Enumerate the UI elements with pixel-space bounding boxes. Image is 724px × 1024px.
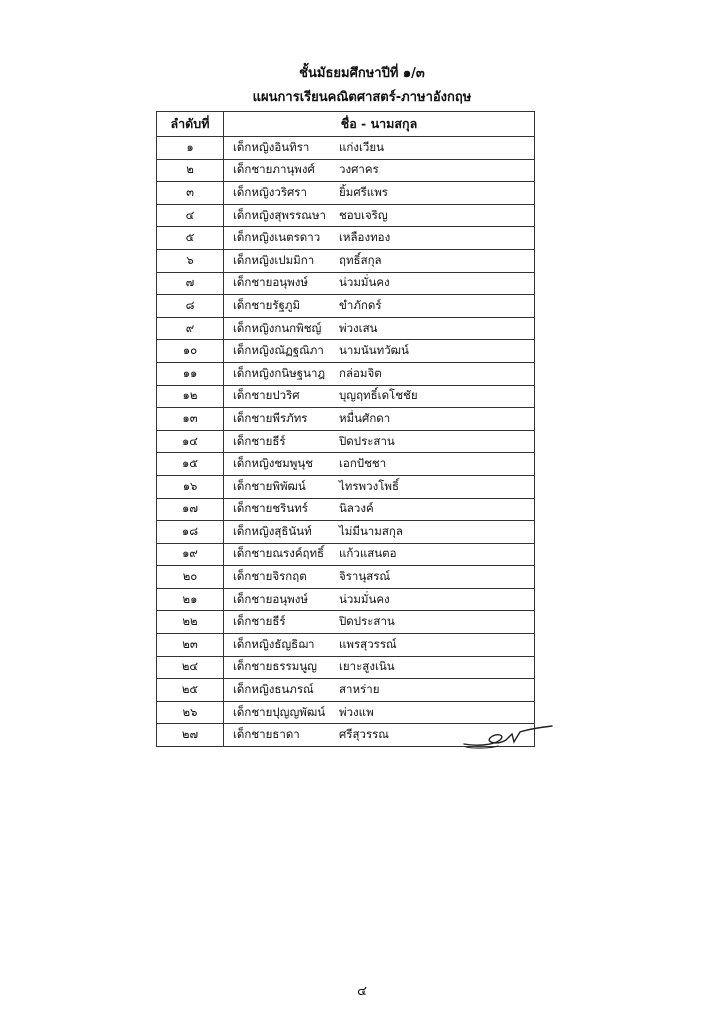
table-row bbox=[157, 272, 535, 295]
first-name: เด็กชายธีร์ bbox=[233, 614, 286, 629]
last-name: แพรสุวรรณ์ bbox=[339, 636, 397, 651]
last-name: ฤทธิ์สกุล bbox=[339, 252, 382, 267]
last-name: วงศาคร bbox=[339, 162, 379, 177]
row-number: ๑๙ bbox=[157, 543, 224, 566]
first-name: เด็กหญิงชมพูนุช bbox=[233, 456, 313, 471]
last-name: ขำภักดร์ bbox=[339, 297, 382, 312]
first-name: เด็กชายปุญญพัฒน์ bbox=[233, 704, 326, 719]
row-number: ๒๗ bbox=[157, 724, 224, 747]
row-name bbox=[224, 272, 535, 295]
row-name bbox=[224, 227, 535, 250]
last-name: แก้วแสนตอ bbox=[339, 546, 397, 561]
row-name bbox=[224, 249, 535, 272]
first-name: เด็กชายธรรมนูญ bbox=[233, 659, 317, 674]
first-name: เด็กหญิงวริศรา bbox=[233, 184, 307, 199]
table-row bbox=[157, 656, 535, 679]
row-number: ๖ bbox=[157, 249, 224, 272]
first-name: เด็กหญิงเปมมิกา bbox=[233, 252, 315, 267]
row-number: ๓ bbox=[157, 182, 224, 205]
first-name: เด็กหญิงธัญธิฌา bbox=[233, 636, 315, 651]
first-name: เด็กชายพิพัฒน์ bbox=[233, 478, 306, 493]
last-name: นิลวงค์ bbox=[339, 501, 374, 516]
last-name: ไม่มีนามสกุล bbox=[339, 523, 403, 538]
last-name: ชอบเจริญ bbox=[339, 207, 388, 222]
document-subtitle: แผนการเรียนคณิตศาสตร์-ภาษาอังกฤษ bbox=[252, 90, 472, 105]
table-row bbox=[157, 679, 535, 702]
first-name: เด็กชายธีร์ bbox=[233, 433, 286, 448]
first-name: เด็กหญิงณัฏฐณิภา bbox=[233, 343, 324, 358]
last-name: พ่วงเสน bbox=[339, 320, 378, 335]
row-number: ๙ bbox=[157, 317, 224, 340]
row-name bbox=[224, 204, 535, 227]
first-name: เด็กชายชรินทร์ bbox=[233, 501, 308, 516]
table-row bbox=[157, 453, 535, 476]
first-name: เด็กชายอนุพงษ์ bbox=[233, 275, 308, 290]
table-row bbox=[157, 385, 535, 408]
last-name: เยาะสูงเนิน bbox=[339, 659, 395, 674]
row-name bbox=[224, 566, 535, 589]
table-row bbox=[157, 701, 535, 724]
row-name bbox=[224, 362, 535, 385]
row-number: ๑๖ bbox=[157, 475, 224, 498]
row-number: ๒๒ bbox=[157, 611, 224, 634]
student-table bbox=[156, 111, 535, 747]
row-number: ๒๖ bbox=[157, 701, 224, 724]
table-row bbox=[157, 182, 535, 205]
last-name: น่วมมั่นคง bbox=[339, 275, 390, 290]
row-number: ๑ bbox=[157, 137, 224, 160]
last-name: เหลืองทอง bbox=[339, 230, 391, 245]
first-name: เด็กหญิงเนตรดาว bbox=[233, 230, 321, 245]
first-name: เด็กชายพีรภัทร bbox=[233, 410, 308, 425]
first-name: เด็กชายธาดา bbox=[233, 727, 300, 742]
table-row bbox=[157, 566, 535, 589]
row-name bbox=[224, 340, 535, 363]
first-name: เด็กชายณรงค์ฤทธิ์ bbox=[233, 546, 325, 561]
row-number: ๑๗ bbox=[157, 498, 224, 521]
signature bbox=[462, 722, 554, 750]
table-header-row bbox=[157, 112, 535, 137]
row-name bbox=[224, 159, 535, 182]
row-name bbox=[224, 137, 535, 160]
row-number: ๑๑ bbox=[157, 362, 224, 385]
table-row bbox=[157, 475, 535, 498]
page-number: ๔ bbox=[357, 984, 367, 999]
first-name: เด็กชายภานุพงศ์ bbox=[233, 162, 315, 177]
first-name: เด็กหญิงกนกพิชญ์ bbox=[233, 320, 322, 335]
row-number: ๑๔ bbox=[157, 430, 224, 453]
first-name: เด็กชายรัฐภูมิ bbox=[233, 297, 301, 312]
row-name bbox=[224, 475, 535, 498]
row-number: ๒๔ bbox=[157, 656, 224, 679]
table-row bbox=[157, 543, 535, 566]
table-row bbox=[157, 340, 535, 363]
table-row bbox=[157, 249, 535, 272]
row-name bbox=[224, 634, 535, 657]
table-row bbox=[157, 588, 535, 611]
table-row bbox=[157, 159, 535, 182]
row-number: ๒๐ bbox=[157, 566, 224, 589]
last-name: ปิดประสาน bbox=[339, 433, 395, 448]
last-name: น่วมมั่นคง bbox=[339, 591, 390, 606]
last-name: นามนันทวัฒน์ bbox=[339, 343, 409, 358]
last-name: ยิ้มศรีแพร bbox=[339, 184, 388, 199]
last-name: แก่งเวียน bbox=[339, 139, 384, 154]
row-name bbox=[224, 656, 535, 679]
table-row bbox=[157, 362, 535, 385]
row-name bbox=[224, 385, 535, 408]
last-name: ศรีสุวรรณ bbox=[339, 727, 389, 742]
first-name: เด็กชายปวริศ bbox=[233, 388, 300, 403]
header-no: ลำดับที่ bbox=[157, 112, 224, 137]
row-number: ๕ bbox=[157, 227, 224, 250]
last-name: ปิดประสาน bbox=[339, 614, 395, 629]
row-name bbox=[224, 295, 535, 318]
table-row bbox=[157, 227, 535, 250]
last-name: หมื่นศักดา bbox=[339, 410, 391, 425]
row-name bbox=[224, 679, 535, 702]
table-row bbox=[157, 295, 535, 318]
table-body bbox=[157, 137, 535, 747]
row-number: ๒๑ bbox=[157, 588, 224, 611]
row-number: ๒๕ bbox=[157, 679, 224, 702]
last-name: เอกปัชชา bbox=[339, 456, 387, 471]
row-number: ๑๕ bbox=[157, 453, 224, 476]
first-name: เด็กหญิงสุพรรณษา bbox=[233, 207, 327, 222]
table-row bbox=[157, 611, 535, 634]
row-name bbox=[224, 182, 535, 205]
last-name: พ่วงแพ bbox=[339, 704, 374, 719]
row-number: ๔ bbox=[157, 204, 224, 227]
row-name bbox=[224, 317, 535, 340]
row-number: ๑๘ bbox=[157, 521, 224, 544]
table-row bbox=[157, 521, 535, 544]
table-row bbox=[157, 137, 535, 160]
first-name: เด็กชายอนุพงษ์ bbox=[233, 591, 308, 606]
row-name bbox=[224, 521, 535, 544]
first-name: เด็กชายจิรกฤต bbox=[233, 569, 307, 584]
first-name: เด็กหญิงธนภรณ์ bbox=[233, 682, 314, 697]
table-row bbox=[157, 634, 535, 657]
last-name: กล่อมจิต bbox=[339, 365, 382, 380]
last-name: บุญฤทธิ์เดโชชัย bbox=[339, 388, 418, 403]
table-row bbox=[157, 408, 535, 431]
last-name: ไทรพวงโพธิ์ bbox=[339, 478, 399, 493]
row-name bbox=[224, 453, 535, 476]
table-row bbox=[157, 204, 535, 227]
row-number: ๗ bbox=[157, 272, 224, 295]
row-name bbox=[224, 543, 535, 566]
row-number: ๘ bbox=[157, 295, 224, 318]
row-number: ๒๓ bbox=[157, 634, 224, 657]
table-row bbox=[157, 430, 535, 453]
row-number: ๑๓ bbox=[157, 408, 224, 431]
row-number: ๑๒ bbox=[157, 385, 224, 408]
row-number: ๒ bbox=[157, 159, 224, 182]
row-name bbox=[224, 498, 535, 521]
last-name: สาหร่าย bbox=[339, 682, 380, 697]
row-name bbox=[224, 588, 535, 611]
row-name bbox=[224, 430, 535, 453]
table-row bbox=[157, 317, 535, 340]
row-name bbox=[224, 701, 535, 724]
first-name: เด็กหญิงกนิษฐนาฎ bbox=[233, 365, 326, 380]
first-name: เด็กหญิงสุธินันท์ bbox=[233, 523, 312, 538]
first-name: เด็กหญิงอินทิรา bbox=[233, 139, 310, 154]
row-name bbox=[224, 408, 535, 431]
document-title: ชั้นมัธยมศึกษาปีที่ ๑/๓ bbox=[299, 66, 425, 81]
row-number: ๑๐ bbox=[157, 340, 224, 363]
table-row bbox=[157, 498, 535, 521]
header-name: ชื่อ - นามสกุล bbox=[224, 112, 535, 137]
row-name bbox=[224, 611, 535, 634]
last-name: จิรานุสรณ์ bbox=[339, 569, 391, 584]
